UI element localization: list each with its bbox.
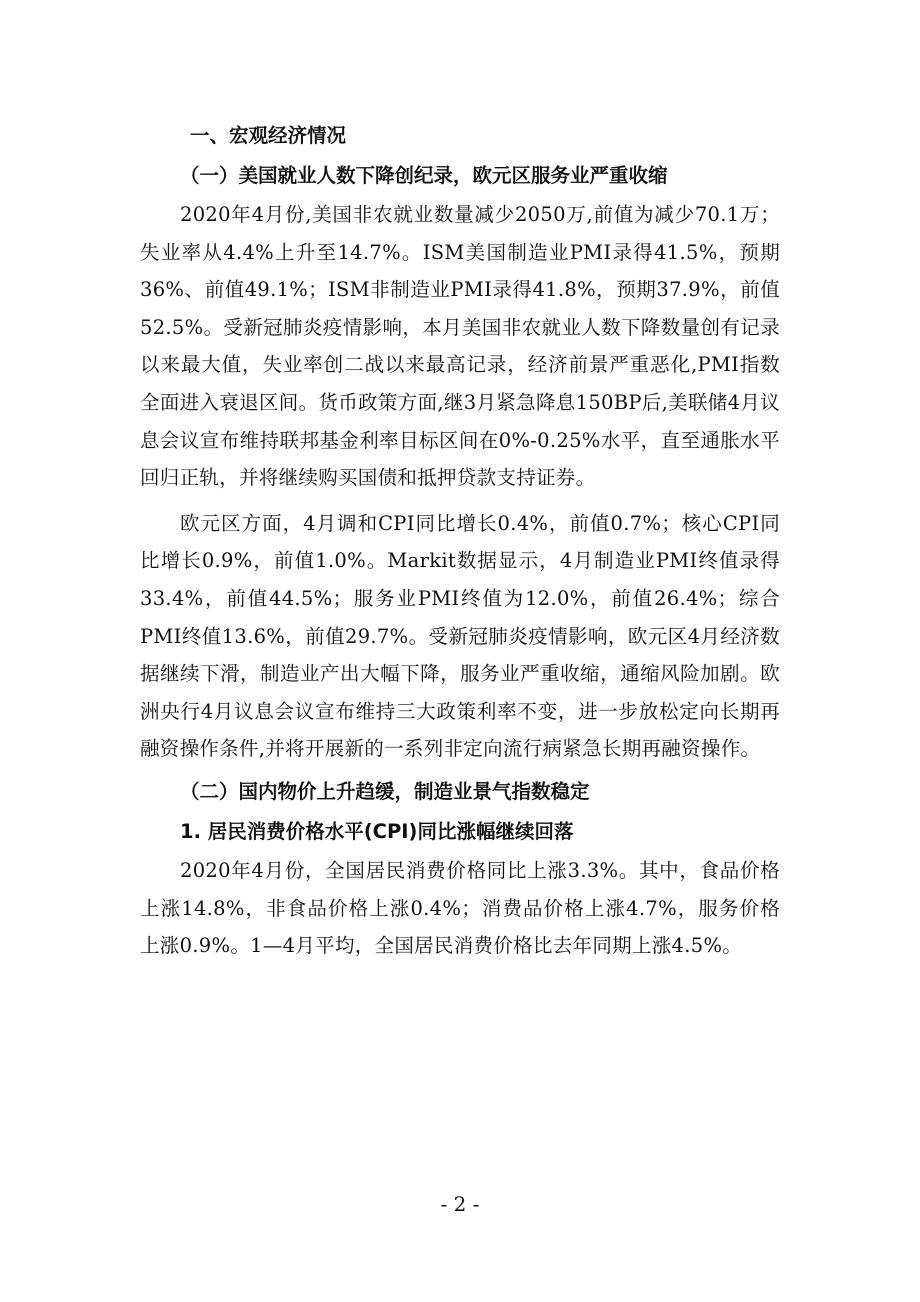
paragraph-cpi: 2020年4月份，全国居民消费价格同比上涨3.3%。其中，食品价格上涨14.8%，非食品价格上涨0.4%；消费品价格上涨4.7%，服务价格上涨0.9%。1—4月平均，全国居民消费价格比去年同期上涨4.5%。 [140, 858, 780, 958]
subsection-heading-us-eurozone: （一）美国就业人数下降创纪录，欧元区服务业严重收缩 [180, 164, 668, 187]
document-body [140, 116, 780, 965]
paragraph-us-economy: 2020年4月份,美国非农就业数量减少2050万,前值为减少70.1万；失业率从4.4%上升至14.7%。ISM美国制造业PMI录得41.5%，预期36%、前值49.1%；ISM非制造业PMI录得41.8%，预期37.9%，前值52.5%。受新冠肺炎疫情影响，本月美国非农就业人数下降数量创有记录以来最大值，失业率创二战以来最高记录，经济前景严重恶化,PMI指数全面进入衰退区间。货币政策方面,继3月紧急降息150BP后,美联储4月议息会议宣布维持联邦基金利率目标区间在0%-0.25%水平，直至通胀水平回归正轨，并将继续购买国债和抵押贷款支持证券。 [140, 203, 780, 490]
paragraph-eurozone-economy: 欧元区方面，4月调和CPI同比增长0.4%，前值0.7%；核心CPI同比增长0.9%，前值1.0%。Markit数据显示，4月制造业PMI终值录得33.4%，前值44.5%；服务业PMI终值为12.0%，前值26.4%；综合PMI终值13.6%，前值29.7%。受新冠肺炎疫情影响，欧元区4月经济数据继续下滑，制造业产出大幅下降，服务业严重收缩，通缩风险加剧。欧洲央行4月议息会议宣布维持三大政策利率不变，进一步放松定向长期再融资操作条件,并将开展新的一系列非定向流行病紧急长期再融资操作。 [140, 511, 780, 761]
item-heading-cpi: 1. 居民消费价格水平(CPI)同比涨幅继续回落 [180, 819, 574, 843]
section-heading: 一、宏观经济情况 [190, 124, 347, 147]
subsection-heading-domestic: （二）国内物价上升趋缓，制造业景气指数稳定 [180, 779, 590, 803]
page-number: - 2 - [440, 1192, 480, 1216]
